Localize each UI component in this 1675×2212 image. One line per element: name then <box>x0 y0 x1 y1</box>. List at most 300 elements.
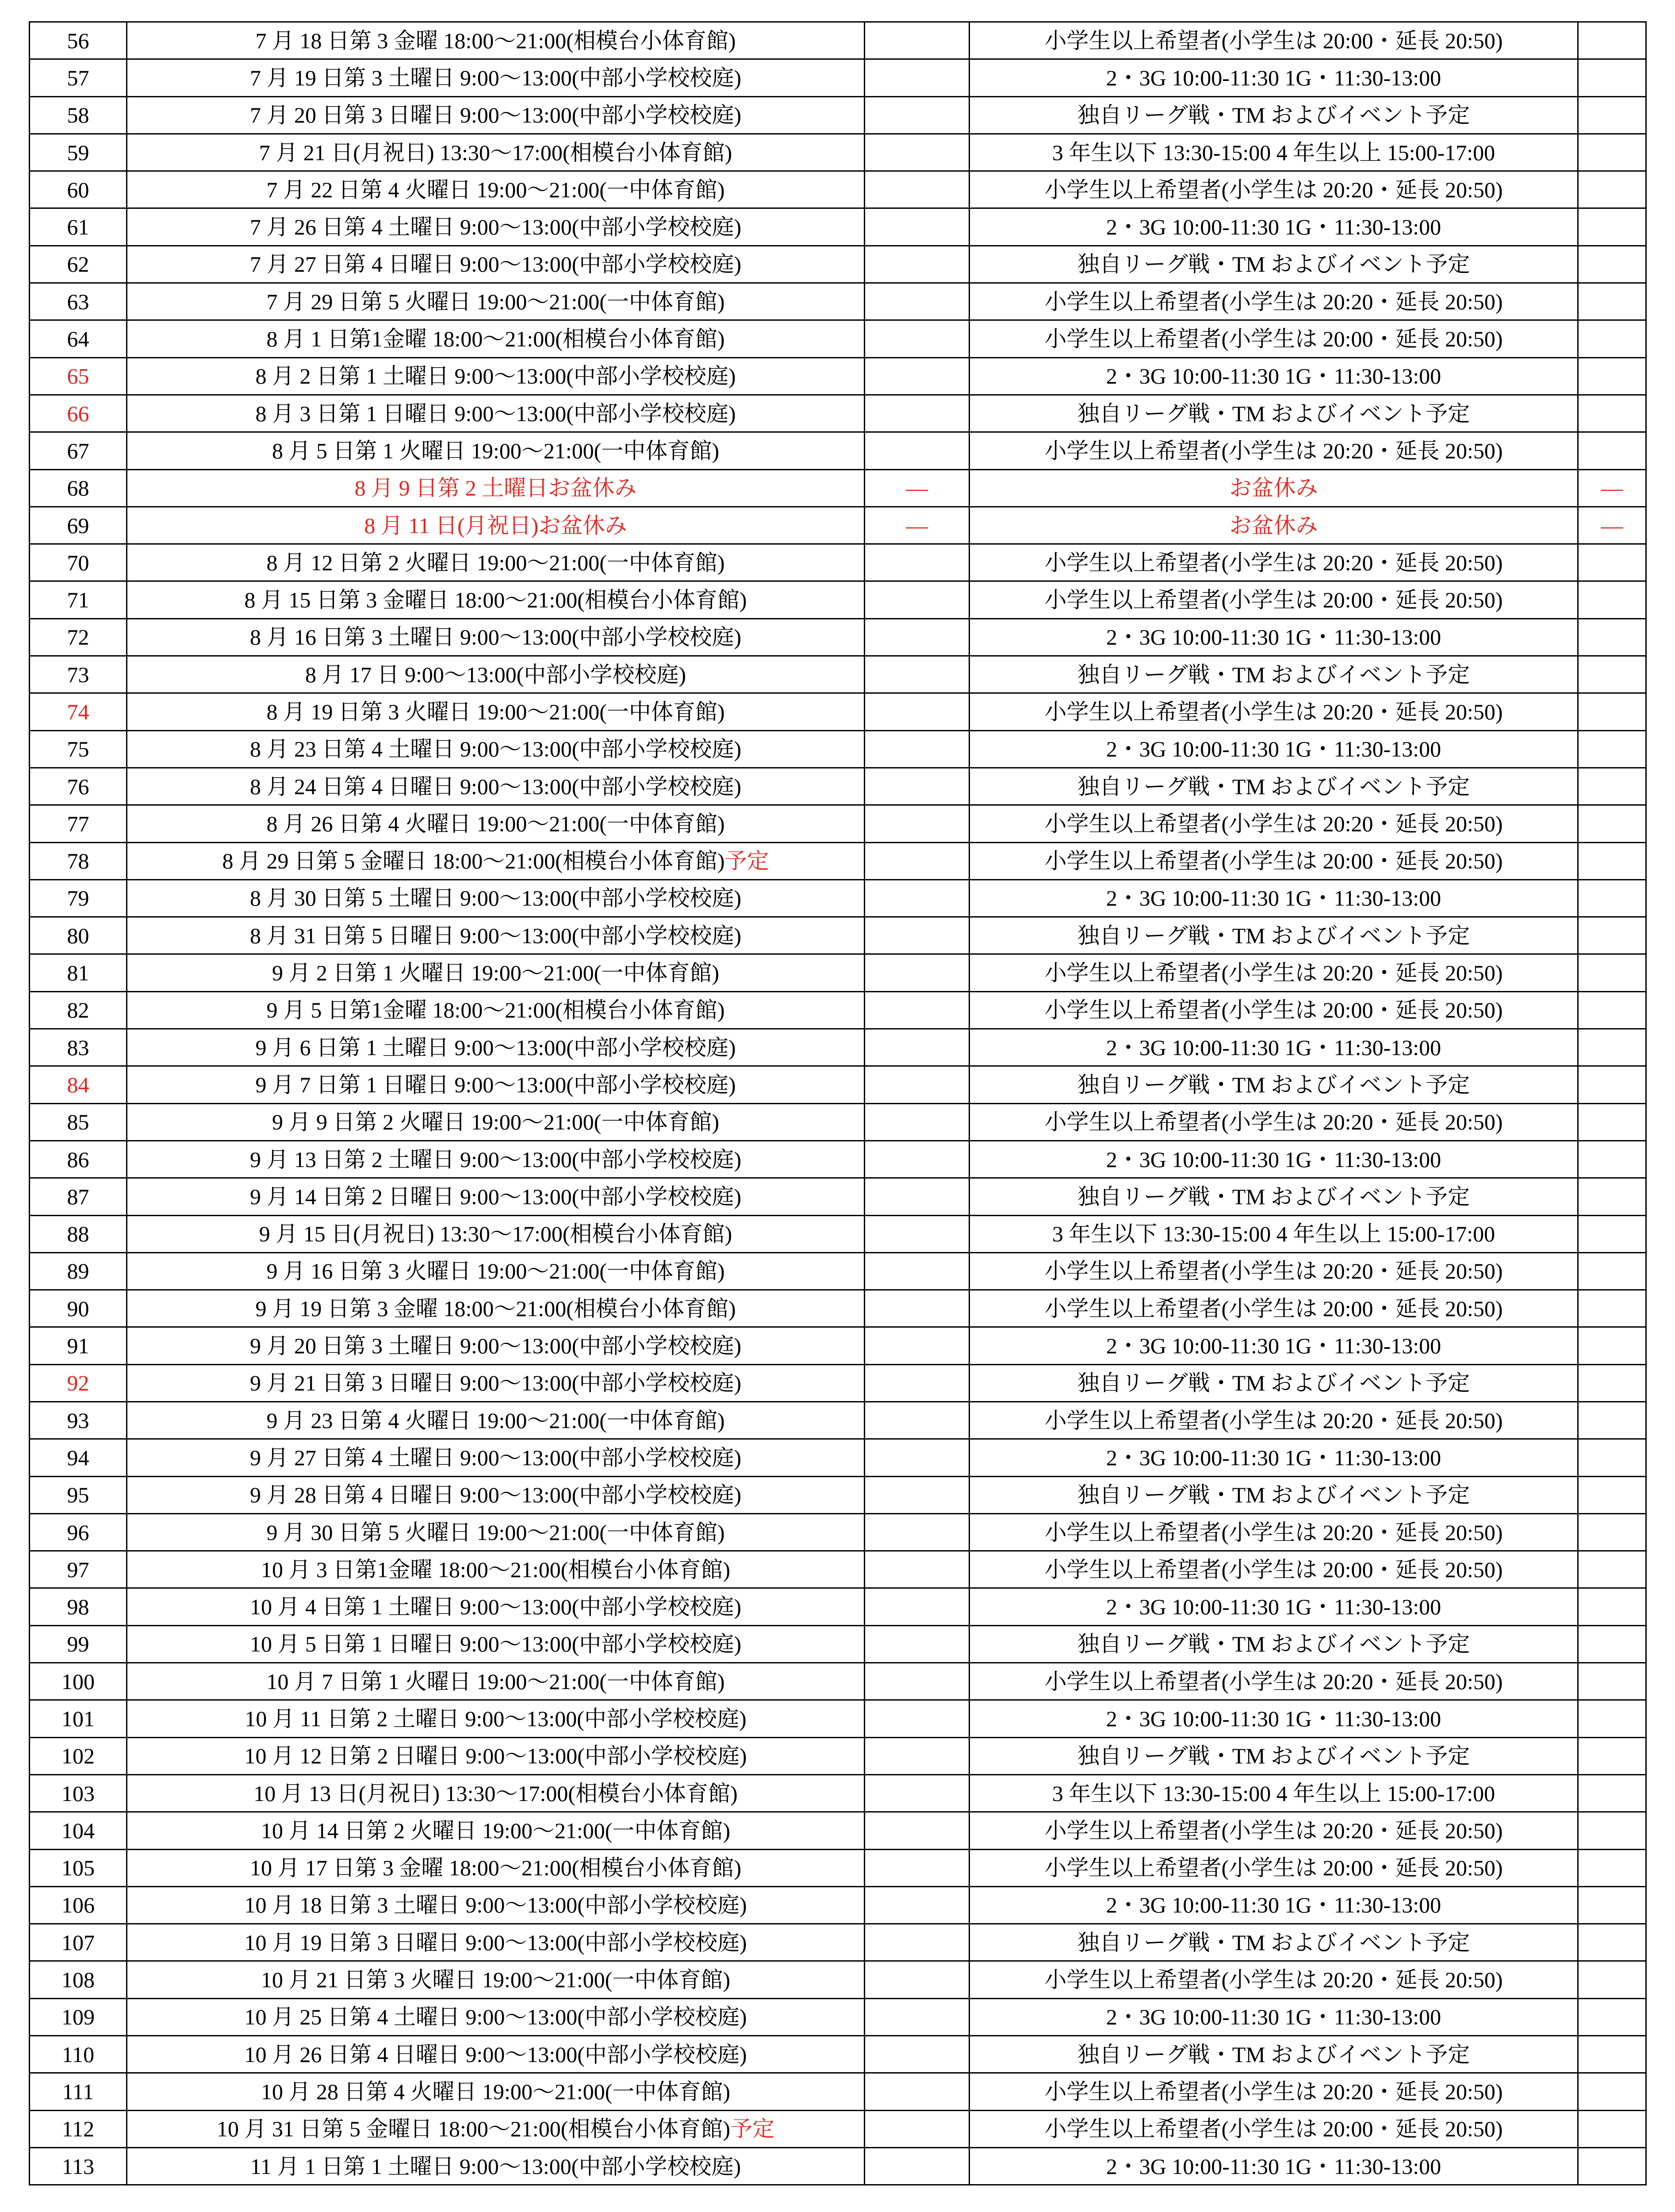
schedule-note-cell: 2・3G 10:00-11:30 1G・11:30-13:00 <box>970 879 1578 917</box>
mark-cell <box>1578 581 1646 618</box>
schedule-date-cell <box>127 879 865 917</box>
schedule-date-cell <box>127 1998 865 2035</box>
schedule-body <box>30 22 1646 2185</box>
row-number: 99 <box>30 1625 127 1663</box>
mark-cell <box>1578 1588 1646 1625</box>
schedule-date-cell <box>127 208 865 246</box>
table-row <box>30 1886 1646 1924</box>
row-number: 94 <box>30 1439 127 1476</box>
mark-cell <box>1578 768 1646 805</box>
schedule-date-cell <box>127 991 865 1029</box>
row-number: 105 <box>30 1849 127 1886</box>
schedule-date-cell <box>127 1066 865 1103</box>
mark-cell <box>865 1141 970 1178</box>
mark-cell <box>1578 59 1646 96</box>
schedule-date-text: 9 月 9 日第 2 火曜日 19:00～21:00(一中体育館) <box>272 1110 720 1135</box>
schedule-note-cell: 2・3G 10:00-11:30 1G・11:30-13:00 <box>970 1327 1578 1364</box>
table-row <box>30 1327 1646 1364</box>
mark-cell <box>1578 1886 1646 1924</box>
row-number: 84 <box>30 1066 127 1103</box>
row-number: 60 <box>30 171 127 208</box>
mark-cell <box>865 1215 970 1252</box>
row-number: 104 <box>30 1812 127 1849</box>
schedule-date-cell <box>127 1700 865 1737</box>
row-number: 82 <box>30 991 127 1029</box>
schedule-date-text: 11 月 1 日第 1 土曜日 9:00～13:00(中部小学校校庭) <box>250 2154 741 2179</box>
schedule-note-cell: 独自リーグ戦・TM およびイベント予定 <box>970 1364 1578 1402</box>
row-number: 106 <box>30 1886 127 1924</box>
schedule-date-text: 8 月 2 日第 1 土曜日 9:00～13:00(中部小学校校庭) <box>255 364 736 389</box>
table-row <box>30 1066 1646 1103</box>
schedule-date-text: 9 月 20 日第 3 土曜日 9:00～13:00(中部小学校校庭) <box>249 1333 742 1359</box>
schedule-note-cell: 独自リーグ戦・TM およびイベント予定 <box>970 1625 1578 1663</box>
tentative-label: 予定 <box>724 849 769 874</box>
mark-cell <box>865 1439 970 1476</box>
table-row <box>30 395 1646 432</box>
table-row <box>30 2073 1646 2110</box>
table-row <box>30 1700 1646 1737</box>
schedule-date-text: 8 月 23 日第 4 土曜日 9:00～13:00(中部小学校校庭) <box>249 737 742 762</box>
row-number: 66 <box>30 395 127 432</box>
schedule-note-cell: 独自リーグ戦・TM およびイベント予定 <box>970 395 1578 432</box>
row-number: 90 <box>30 1290 127 1327</box>
mark-cell <box>865 1290 970 1327</box>
schedule-note-cell: 小学生以上希望者(小学生は 20:20・延長 20:50) <box>970 1103 1578 1141</box>
mark-cell <box>1578 1998 1646 2035</box>
schedule-date-cell <box>127 1141 865 1178</box>
schedule-date-cell <box>127 2036 865 2073</box>
mark-cell <box>865 22 970 59</box>
schedule-note-cell: 小学生以上希望者(小学生は 20:20・延長 20:50) <box>970 544 1578 581</box>
table-row <box>30 1290 1646 1327</box>
mark-cell <box>865 2073 970 2110</box>
schedule-date-text: 10 月 7 日第 1 火曜日 19:00～21:00(一中体育館) <box>266 1669 725 1694</box>
schedule-date-text: 10 月 11 日第 2 土曜日 9:00～13:00(中部小学校校庭) <box>245 1706 747 1731</box>
schedule-date-text: 9 月 5 日第1金曜 18:00～21:00(相模台小体育館) <box>266 998 725 1023</box>
mark-cell <box>865 1886 970 1924</box>
schedule-date-text: 9 月 23 日第 4 火曜日 19:00～21:00(一中体育館) <box>266 1408 725 1433</box>
schedule-note-cell: 独自リーグ戦・TM およびイベント予定 <box>970 2036 1578 2073</box>
schedule-date-text: 10 月 13 日(月祝日) 13:30～17:00(相模台小体育館) <box>253 1781 738 1806</box>
row-number: 70 <box>30 544 127 581</box>
schedule-date-text: 9 月 6 日第 1 土曜日 9:00～13:00(中部小学校校庭) <box>255 1035 736 1060</box>
table-row <box>30 1439 1646 1476</box>
row-number: 108 <box>30 1961 127 1998</box>
schedule-date-cell <box>127 693 865 730</box>
schedule-date-cell <box>127 1774 865 1812</box>
schedule-date-text: 10 月 28 日第 4 火曜日 19:00～21:00(一中体育館) <box>261 2079 731 2104</box>
mark-cell <box>865 693 970 730</box>
mark-cell <box>1578 991 1646 1029</box>
schedule-note-cell: 小学生以上希望者(小学生は 20:20・延長 20:50) <box>970 1402 1578 1439</box>
table-row <box>30 544 1646 581</box>
schedule-date-cell <box>127 917 865 954</box>
mark-cell <box>1578 96 1646 134</box>
schedule-date-text: 8 月 12 日第 2 火曜日 19:00～21:00(一中体育館) <box>266 550 725 575</box>
table-row <box>30 1849 1646 1886</box>
table-row <box>30 1588 1646 1625</box>
row-number: 101 <box>30 1700 127 1737</box>
mark-cell <box>1578 917 1646 954</box>
schedule-date-cell <box>127 805 865 842</box>
schedule-note-cell: 小学生以上希望者(小学生は 20:20・延長 20:50) <box>970 1812 1578 1849</box>
table-row <box>30 357 1646 395</box>
schedule-date-cell <box>127 1029 865 1066</box>
mark-cell <box>865 96 970 134</box>
schedule-date-text: 7 月 26 日第 4 土曜日 9:00～13:00(中部小学校校庭) <box>249 215 742 240</box>
schedule-note-cell: 独自リーグ戦・TM およびイベント予定 <box>970 656 1578 693</box>
mark-cell <box>865 879 970 917</box>
mark-cell <box>865 2147 970 2185</box>
schedule-note-cell: 小学生以上希望者(小学生は 20:00・延長 20:50) <box>970 320 1578 357</box>
schedule-note-cell: 独自リーグ戦・TM およびイベント予定 <box>970 96 1578 134</box>
table-row <box>30 1029 1646 1066</box>
mark-cell <box>865 1812 970 1849</box>
schedule-date-cell <box>127 357 865 395</box>
mark-cell <box>1578 1029 1646 1066</box>
schedule-note-cell: 小学生以上希望者(小学生は 20:20・延長 20:50) <box>970 283 1578 320</box>
table-row <box>30 618 1646 656</box>
mark-cell <box>865 1998 970 2035</box>
schedule-note-cell: 2・3G 10:00-11:30 1G・11:30-13:00 <box>970 1998 1578 2035</box>
schedule-date-cell <box>127 395 865 432</box>
table-row <box>30 22 1646 59</box>
mark-cell <box>865 1737 970 1774</box>
mark-cell <box>1578 134 1646 171</box>
row-number: 77 <box>30 805 127 842</box>
schedule-note-cell: 小学生以上希望者(小学生は 20:20・延長 20:50) <box>970 805 1578 842</box>
row-number: 98 <box>30 1588 127 1625</box>
schedule-note-cell: 3 年生以下 13:30-15:00 4 年生以上 15:00-17:00 <box>970 1774 1578 1812</box>
mark-cell: — <box>1578 507 1646 544</box>
schedule-date-cell <box>127 246 865 283</box>
schedule-note-cell: 小学生以上希望者(小学生は 20:20・延長 20:50) <box>970 1961 1578 1998</box>
schedule-date-text: 10 月 21 日第 3 火曜日 19:00～21:00(一中体育館) <box>261 1967 731 1993</box>
schedule-note-cell: 小学生以上希望者(小学生は 20:00・延長 20:50) <box>970 2110 1578 2147</box>
schedule-date-cell <box>127 1513 865 1551</box>
mark-cell <box>1578 544 1646 581</box>
schedule-note-cell: 小学生以上希望者(小学生は 20:00・延長 20:50) <box>970 1551 1578 1588</box>
mark-cell <box>865 1364 970 1402</box>
schedule-date-cell <box>127 842 865 879</box>
schedule-note-cell: 2・3G 10:00-11:30 1G・11:30-13:00 <box>970 1029 1578 1066</box>
mark-cell <box>1578 1849 1646 1886</box>
mark-cell <box>1578 842 1646 879</box>
schedule-note-cell: 小学生以上希望者(小学生は 20:20・延長 20:50) <box>970 2073 1578 2110</box>
row-number: 97 <box>30 1551 127 1588</box>
schedule-date-cell <box>127 730 865 768</box>
table-row <box>30 917 1646 954</box>
mark-cell: — <box>1578 469 1646 507</box>
table-row <box>30 1924 1646 1961</box>
mark-cell <box>865 134 970 171</box>
schedule-date-cell <box>127 171 865 208</box>
mark-cell <box>1578 1625 1646 1663</box>
mark-cell <box>1578 693 1646 730</box>
table-row <box>30 1215 1646 1252</box>
mark-cell <box>865 618 970 656</box>
schedule-date-cell <box>127 432 865 469</box>
mark-cell <box>865 805 970 842</box>
schedule-note-cell: 小学生以上希望者(小学生は 20:00・延長 20:50) <box>970 1849 1578 1886</box>
schedule-date-cell <box>127 954 865 991</box>
mark-cell <box>1578 208 1646 246</box>
mark-cell <box>865 246 970 283</box>
mark-cell <box>1578 1924 1646 1961</box>
mark-cell <box>1578 805 1646 842</box>
schedule-note-cell: 小学生以上希望者(小学生は 20:00・延長 20:50) <box>970 22 1578 59</box>
row-number: 78 <box>30 842 127 879</box>
table-row <box>30 1364 1646 1402</box>
schedule-note-cell: 小学生以上希望者(小学生は 20:20・延長 20:50) <box>970 954 1578 991</box>
table-row <box>30 2110 1646 2147</box>
schedule-date-text: 10 月 4 日第 1 土曜日 9:00～13:00(中部小学校校庭) <box>249 1594 742 1620</box>
mark-cell <box>1578 1737 1646 1774</box>
table-row <box>30 1141 1646 1178</box>
schedule-note-cell: 独自リーグ戦・TM およびイベント予定 <box>970 1737 1578 1774</box>
schedule-note-cell: 3 年生以下 13:30-15:00 4 年生以上 15:00-17:00 <box>970 134 1578 171</box>
table-row <box>30 283 1646 320</box>
row-number: 110 <box>30 2036 127 2073</box>
schedule-date-cell <box>127 1812 865 1849</box>
mark-cell <box>865 1029 970 1066</box>
row-number: 96 <box>30 1513 127 1551</box>
mark-cell <box>1578 1290 1646 1327</box>
row-number: 62 <box>30 246 127 283</box>
mark-cell <box>865 1924 970 1961</box>
table-row <box>30 768 1646 805</box>
mark-cell <box>865 1252 970 1290</box>
mark-cell <box>1578 730 1646 768</box>
table-row <box>30 1812 1646 1849</box>
mark-cell <box>1578 432 1646 469</box>
mark-cell <box>865 991 970 1029</box>
schedule-date-text: 8 月 31 日第 5 日曜日 9:00～13:00(中部小学校校庭) <box>249 923 742 948</box>
schedule-note-cell: 小学生以上希望者(小学生は 20:20・延長 20:50) <box>970 432 1578 469</box>
mark-cell <box>865 1663 970 1700</box>
row-number: 74 <box>30 693 127 730</box>
mark-cell <box>865 432 970 469</box>
table-row <box>30 879 1646 917</box>
schedule-date-cell <box>127 22 865 59</box>
schedule-date-text: 8 月 15 日第 3 金曜日 18:00～21:00(相模台小体育館) <box>244 588 747 613</box>
schedule-note-cell: 小学生以上希望者(小学生は 20:20・延長 20:50) <box>970 1513 1578 1551</box>
schedule-date-text: 8 月 16 日第 3 土曜日 9:00～13:00(中部小学校校庭) <box>249 625 742 650</box>
schedule-date-cell <box>127 1364 865 1402</box>
mark-cell <box>1578 618 1646 656</box>
mark-cell <box>865 1849 970 1886</box>
schedule-date-text: 9 月 15 日(月祝日) 13:30～17:00(相模台小体育館) <box>259 1221 732 1247</box>
mark-cell <box>865 1476 970 1513</box>
schedule-date-text: 8 月 19 日第 3 火曜日 19:00～21:00(一中体育館) <box>266 699 725 724</box>
row-number: 107 <box>30 1924 127 1961</box>
schedule-note-cell: 2・3G 10:00-11:30 1G・11:30-13:00 <box>970 2147 1578 2185</box>
schedule-date-text: 9 月 30 日第 5 火曜日 19:00～21:00(一中体育館) <box>266 1520 725 1545</box>
table-row <box>30 1252 1646 1290</box>
row-number: 83 <box>30 1029 127 1066</box>
row-number: 57 <box>30 59 127 96</box>
mark-cell <box>1578 1812 1646 1849</box>
row-number: 81 <box>30 954 127 991</box>
row-number: 87 <box>30 1178 127 1215</box>
table-row <box>30 730 1646 768</box>
mark-cell <box>1578 246 1646 283</box>
schedule-date-cell <box>127 1290 865 1327</box>
schedule-date-text: 10 月 19 日第 3 日曜日 9:00～13:00(中部小学校校庭) <box>244 1930 747 1955</box>
schedule-date-cell <box>127 768 865 805</box>
schedule-table <box>29 21 1647 2185</box>
schedule-date-text: 7 月 20 日第 3 日曜日 9:00～13:00(中部小学校校庭) <box>249 103 742 128</box>
schedule-date-text: 9 月 14 日第 2 日曜日 9:00～13:00(中部小学校校庭) <box>249 1184 742 1209</box>
mark-cell <box>1578 1663 1646 1700</box>
mark-cell <box>865 1774 970 1812</box>
schedule-date-text: 9 月 2 日第 1 火曜日 19:00～21:00(一中体育館) <box>272 960 720 986</box>
schedule-date-cell <box>127 320 865 357</box>
row-number: 91 <box>30 1327 127 1364</box>
table-row <box>30 1178 1646 1215</box>
schedule-note-cell: 2・3G 10:00-11:30 1G・11:30-13:00 <box>970 618 1578 656</box>
table-row <box>30 1737 1646 1774</box>
schedule-date-cell <box>127 1439 865 1476</box>
schedule-date-text: 7 月 27 日第 4 日曜日 9:00～13:00(中部小学校校庭) <box>249 252 742 277</box>
row-number: 68 <box>30 469 127 507</box>
schedule-date-text: 8 月 24 日第 4 日曜日 9:00～13:00(中部小学校校庭) <box>249 774 742 799</box>
schedule-date-text: 10 月 5 日第 1 日曜日 9:00～13:00(中部小学校校庭) <box>249 1632 742 1657</box>
schedule-note-cell: 2・3G 10:00-11:30 1G・11:30-13:00 <box>970 1439 1578 1476</box>
schedule-date-text: 8 月 30 日第 5 土曜日 9:00～13:00(中部小学校校庭) <box>249 886 742 911</box>
table-row <box>30 1513 1646 1551</box>
mark-cell <box>1578 1215 1646 1252</box>
table-row <box>30 1402 1646 1439</box>
row-number: 65 <box>30 357 127 395</box>
schedule-date-cell <box>127 2110 865 2147</box>
mark-cell <box>1578 1327 1646 1364</box>
schedule-note-cell: 2・3G 10:00-11:30 1G・11:30-13:00 <box>970 208 1578 246</box>
mark-cell <box>1578 1700 1646 1737</box>
row-number: 59 <box>30 134 127 171</box>
schedule-note-cell: 2・3G 10:00-11:30 1G・11:30-13:00 <box>970 1141 1578 1178</box>
mark-cell <box>865 2110 970 2147</box>
schedule-date-cell <box>127 544 865 581</box>
schedule-date-cell <box>127 1178 865 1215</box>
row-number: 88 <box>30 1215 127 1252</box>
schedule-date-text: 9 月 21 日第 3 日曜日 9:00～13:00(中部小学校校庭) <box>249 1371 742 1396</box>
schedule-date-text: 8 月 17 日 9:00～13:00(中部小学校校庭) <box>305 662 686 687</box>
table-row <box>30 507 1646 544</box>
row-number: 89 <box>30 1252 127 1290</box>
row-number: 71 <box>30 581 127 618</box>
mark-cell: — <box>865 507 970 544</box>
mark-cell <box>1578 2036 1646 2073</box>
schedule-date-cell <box>127 1849 865 1886</box>
schedule-date-cell <box>127 1663 865 1700</box>
table-row <box>30 954 1646 991</box>
mark-cell <box>1578 1513 1646 1551</box>
mark-cell <box>865 1625 970 1663</box>
mark-cell <box>1578 1178 1646 1215</box>
mark-cell <box>1578 283 1646 320</box>
mark-cell <box>865 1103 970 1141</box>
mark-cell <box>1578 2073 1646 2110</box>
mark-cell <box>1578 1961 1646 1998</box>
schedule-note-cell: 独自リーグ戦・TM およびイベント予定 <box>970 768 1578 805</box>
table-row <box>30 171 1646 208</box>
schedule-note-cell: 2・3G 10:00-11:30 1G・11:30-13:00 <box>970 730 1578 768</box>
schedule-note-cell: 小学生以上希望者(小学生は 20:20・延長 20:50) <box>970 1663 1578 1700</box>
schedule-date-cell <box>127 581 865 618</box>
mark-cell <box>1578 395 1646 432</box>
row-number: 112 <box>30 2110 127 2147</box>
schedule-date-text: 9 月 7 日第 1 日曜日 9:00～13:00(中部小学校校庭) <box>255 1072 736 1097</box>
mark-cell <box>1578 1439 1646 1476</box>
table-row <box>30 656 1646 693</box>
mark-cell <box>1578 1141 1646 1178</box>
schedule-date-text: 8 月 5 日第 1 火曜日 19:00～21:00(一中体育館) <box>272 438 720 463</box>
schedule-date-text: 8 月 29 日第 5 金曜日 18:00～21:00(相模台小体育館) <box>222 849 725 874</box>
row-number: 92 <box>30 1364 127 1402</box>
schedule-note-cell: 2・3G 10:00-11:30 1G・11:30-13:00 <box>970 1886 1578 1924</box>
table-row <box>30 842 1646 879</box>
schedule-note-cell: 独自リーグ戦・TM およびイベント予定 <box>970 917 1578 954</box>
schedule-note-cell: 小学生以上希望者(小学生は 20:00・延長 20:50) <box>970 842 1578 879</box>
row-number: 58 <box>30 96 127 134</box>
schedule-date-text: 7 月 21 日(月祝日) 13:30～17:00(相模台小体育館) <box>259 140 732 165</box>
schedule-date-text: 10 月 17 日第 3 金曜 18:00～21:00(相模台小体育館) <box>249 1855 742 1881</box>
table-row <box>30 581 1646 618</box>
schedule-note-cell: 2・3G 10:00-11:30 1G・11:30-13:00 <box>970 357 1578 395</box>
mark-cell <box>1578 1402 1646 1439</box>
table-row <box>30 991 1646 1029</box>
mark-cell <box>1578 1476 1646 1513</box>
row-number: 113 <box>30 2147 127 2185</box>
schedule-date-cell <box>127 2073 865 2110</box>
table-row <box>30 134 1646 171</box>
schedule-date-cell <box>127 1252 865 1290</box>
schedule-date-text: 9 月 16 日第 3 火曜日 19:00～21:00(一中体育館) <box>266 1259 725 1284</box>
mark-cell <box>865 842 970 879</box>
schedule-date-cell <box>127 1215 865 1252</box>
table-row <box>30 805 1646 842</box>
schedule-date-cell <box>127 618 865 656</box>
mark-cell <box>865 1178 970 1215</box>
schedule-date-text: 10 月 3 日第1金曜 18:00～21:00(相模台小体育館) <box>261 1557 731 1582</box>
mark-cell <box>865 730 970 768</box>
mark-cell <box>1578 1364 1646 1402</box>
schedule-note-cell: 2・3G 10:00-11:30 1G・11:30-13:00 <box>970 59 1578 96</box>
schedule-date-cell <box>127 134 865 171</box>
schedule-date-cell <box>127 507 865 544</box>
row-number: 56 <box>30 22 127 59</box>
schedule-note-cell: 小学生以上希望者(小学生は 20:00・延長 20:50) <box>970 991 1578 1029</box>
schedule-date-text: 7 月 29 日第 5 火曜日 19:00～21:00(一中体育館) <box>266 289 725 314</box>
table-row <box>30 246 1646 283</box>
table-row <box>30 59 1646 96</box>
schedule-date-cell <box>127 1886 865 1924</box>
schedule-date-text: 10 月 31 日第 5 金曜日 18:00～21:00(相模台小体育館) <box>216 2116 731 2142</box>
schedule-date-text: 7 月 22 日第 4 火曜日 19:00～21:00(一中体育館) <box>266 177 725 202</box>
schedule-date-text: 10 月 18 日第 3 土曜日 9:00～13:00(中部小学校校庭) <box>244 1893 747 1918</box>
mark-cell <box>865 283 970 320</box>
mark-cell <box>865 171 970 208</box>
mark-cell: — <box>865 469 970 507</box>
mark-cell <box>1578 1066 1646 1103</box>
row-number: 85 <box>30 1103 127 1141</box>
row-number: 73 <box>30 656 127 693</box>
schedule-date-text: 9 月 19 日第 3 金曜 18:00～21:00(相模台小体育館) <box>255 1296 736 1321</box>
schedule-date-cell <box>127 1103 865 1141</box>
schedule-date-text: 8 月 26 日第 4 火曜日 19:00～21:00(一中体育館) <box>266 811 725 836</box>
table-row <box>30 1774 1646 1812</box>
